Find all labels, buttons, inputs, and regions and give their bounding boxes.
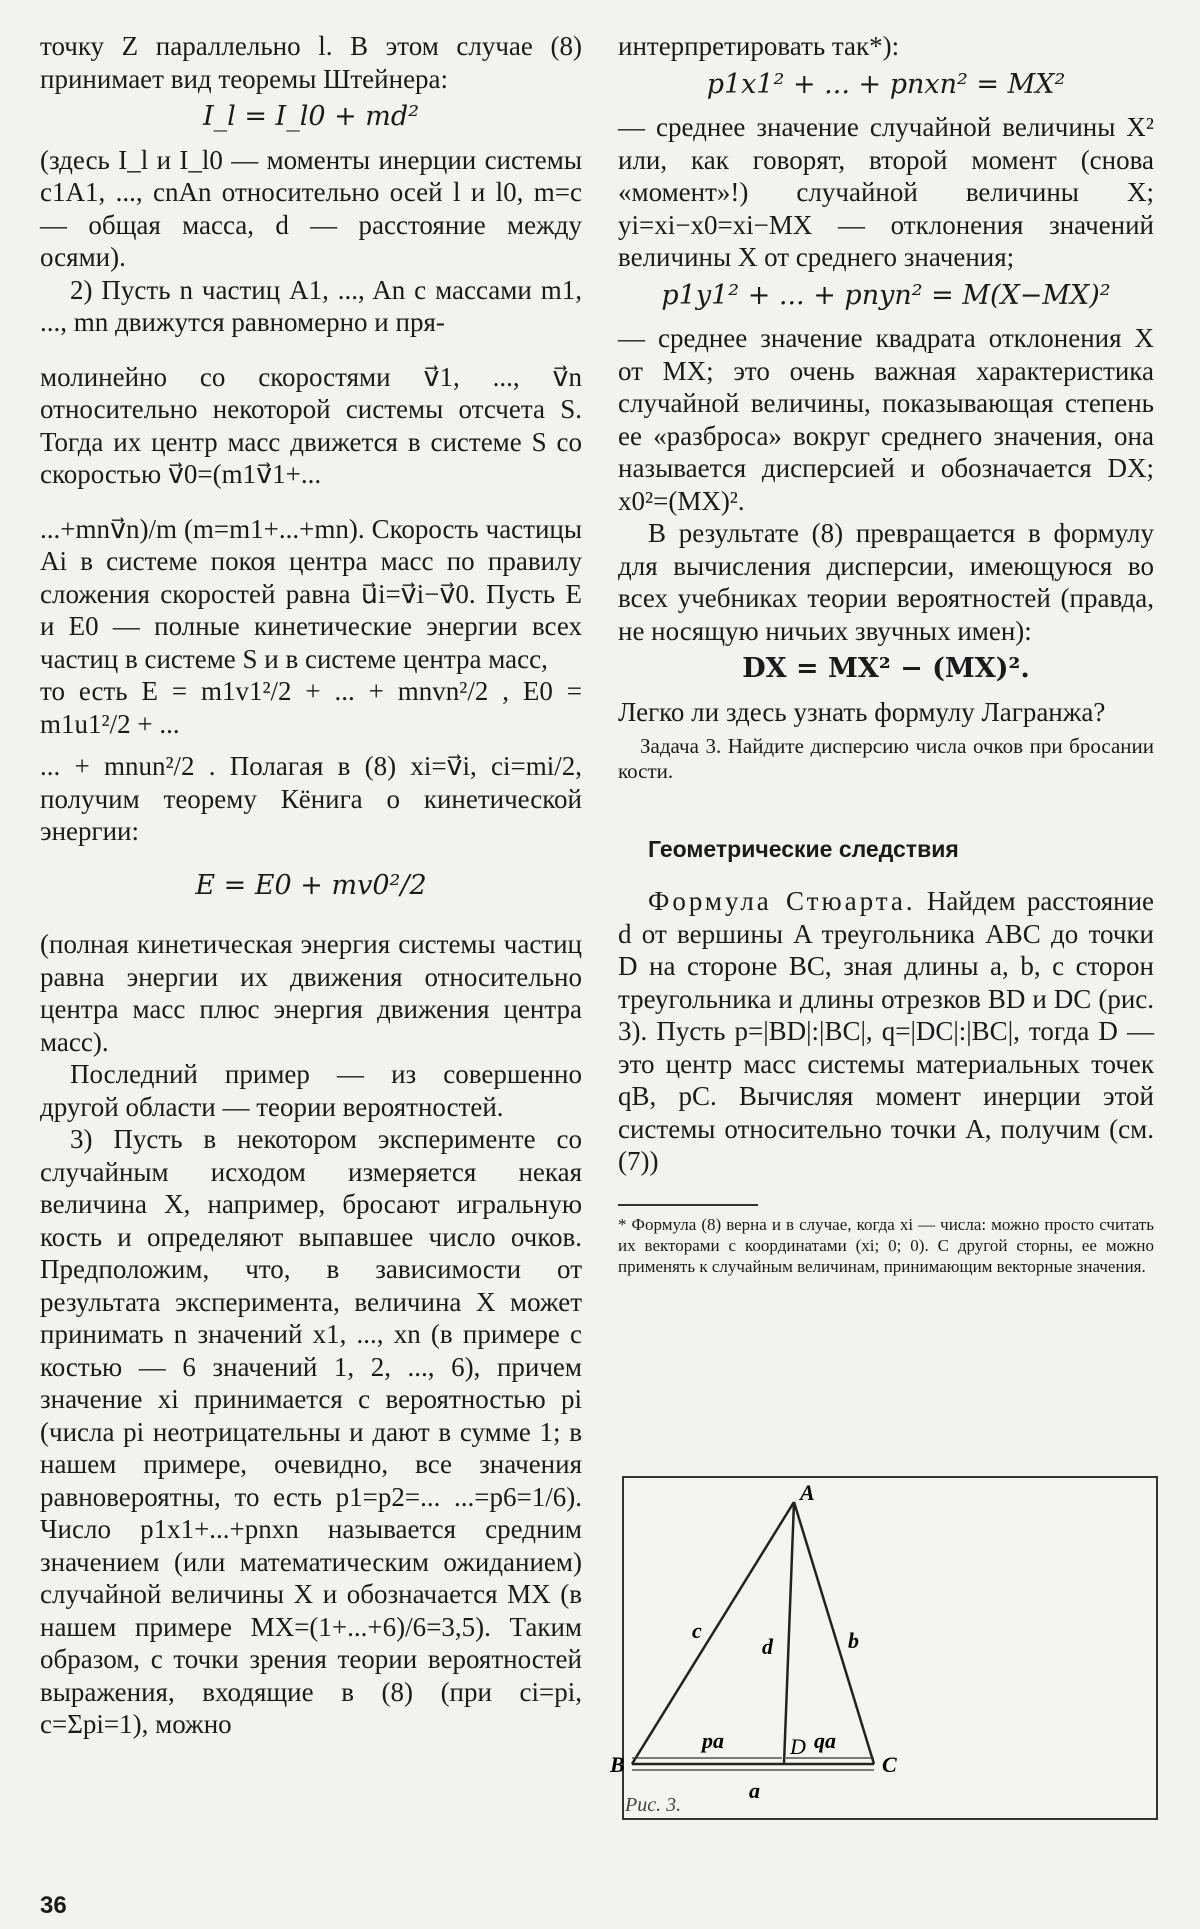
label-pa: pa	[702, 1728, 724, 1753]
footnote-rule	[618, 1204, 758, 1206]
label-b: b	[848, 1628, 859, 1653]
section-heading: Геометрические следствия	[648, 836, 959, 862]
label-B: B	[610, 1752, 625, 1777]
label-qa: qa	[814, 1728, 836, 1753]
paragraph: 2) Пусть n частиц A1, ..., An с массами m1, ..., mn движутся равномерно и пря-	[40, 274, 582, 337]
label-D: D	[790, 1734, 806, 1759]
paragraph-formula-energy: то есть E = m1v1²/2 + ... + mnvn²/2 , E0 = m1u1²/2 + ...	[40, 676, 582, 739]
label-C: C	[882, 1752, 897, 1777]
paragraph: (здесь I_l и I_l0 — моменты инерции системы c1A1, ..., cnAn относительно осей l и l0, m=c — общая масса, d — расстояние между осями).	[40, 144, 582, 272]
right-column	[618, 30, 1154, 1277]
side-c	[632, 1502, 794, 1764]
figure-3	[610, 1476, 1158, 1820]
stewart-text: Найдем расстояние d от вершины A треугольника ABC до точки D на стороне BC, зная длины a, b, c сторон треугольника и длины отрезков BD и DC (рис. 3). Пусть p=|BD|:|BC|, q=|DC|:|BC|, тогда D — это центр масс системы материальных точек qB, pC. Вычисляя момент инерции этой системы относительно точки A, получим (см. (7))	[618, 886, 1155, 1176]
paragraph: В результате (8) превращается в формулу для вычисления дисперсии, имеющуюся во всех учебниках теории вероятностей (правда, не носящую ничьих звучных имен):	[618, 518, 1154, 646]
label-d: d	[762, 1634, 773, 1659]
footnote: * Формула (8) верна и в случае, когда xi — числа: можно просто считать их векторами с координатами (xi; 0; 0). С другой сторны, ее можно применять к случайным величинам, принимающим векторные значения.	[618, 1214, 1154, 1276]
paragraph: Легко ли здесь узнать формулу Лагранжа?	[618, 696, 1106, 727]
task-3: Задача 3. Найдите дисперсию числа очков при бросании кости.	[618, 734, 1154, 783]
steiner-formula: I_l = I_l0 + md²	[202, 101, 420, 132]
stewart-lead: Формула Стюарта.	[648, 886, 916, 916]
paragraph: интерпретировать так*):	[618, 31, 900, 61]
second-moment-formula: p1x1² + ... + pnxn² = MX²	[706, 68, 1066, 100]
cevian-d	[784, 1502, 794, 1764]
paragraph: ... + mnun²/2 . Полагая в (8) xi=v⃗i, ci=mi/2, получим теорему Кёнига о кинетической энергии:	[40, 751, 582, 846]
label-a: a	[749, 1778, 760, 1803]
label-c: c	[692, 1618, 702, 1643]
side-b	[794, 1502, 874, 1764]
paragraph: 3) Пусть в некотором эксперименте со случайным исходом измеряется некая величина X, например, бросают игральную кость и определяют выпавшее число очков. Предположим, что, в зависимости от результата эксперимента, величина X может принимать n значений x1, ..., xn (в примере с костью — 6 значений 1, 2, ..., 6), причем значение xi принимается с вероятностью pi (числа pi неотрицательны и дают в сумме 1; в нашем примере, очевидно, все значения равновероятны, то есть p1=p2=... ...=p6=1/6). Число p1x1+...+pnxn называется средним значением (или математическим ожиданием) случайной величины X и обозначается MX (в нашем примере MX=(1+...+6)/6=3,5). Таким образом, с точки зрения теории вероятностей выражения, входящие в (8) (при ci=pi, c=Σpi=1), можно	[40, 1124, 582, 1739]
label-A: A	[800, 1480, 815, 1505]
paragraph: молинейно со скоростями v⃗1, ..., v⃗n относительно некоторой системы отсчета S. Тогда их центр масс движется в системе S со скоростью v⃗0=(m1v⃗1+...	[40, 361, 582, 489]
paragraph: (полная кинетическая энергия системы частиц равна энергии их движения относительно центра масс плюс энергия движения центра масс).	[40, 929, 582, 1057]
variance-formula: p1y1² + ... + pnyn² = M(X−MX)²	[661, 279, 1111, 311]
left-column	[40, 30, 582, 1741]
paragraph: ...+mnv⃗n)/m (m=m1+...+mn). Скорость частицы Ai в системе покоя центра масс по правилу сложения скоростей равна u⃗i=v⃗i−v⃗0. Пусть E и E0 — полные кинетические энергии всех частиц в системе S и в системе центра масс,	[40, 513, 582, 674]
paragraph: — среднее значение квадрата отклонения X от MX; это очень важная характеристика случайной величины, показывающая степень ее «разброса» вокруг среднего значения, она называется дисперсией и обозначается DX; x0²=(MX)².	[618, 323, 1154, 516]
triangle-diagram	[610, 1478, 1156, 1818]
dx-formula: DX = MX² − (MX)².	[742, 653, 1030, 684]
konig-formula: E = E0 + mv0²/2	[195, 869, 427, 901]
paragraph-stewart	[618, 885, 1154, 1178]
paragraph: Последний пример — из совершенно другой области — теории вероятностей.	[40, 1059, 582, 1122]
figure-caption: Рис. 3.	[625, 1794, 682, 1816]
page-number: 36	[40, 1892, 67, 1919]
paragraph: — среднее значение случайной величины X² или, как говорят, второй момент (снова «момент»!) случайной величины X; yi=xi−x0=xi−MX — отклонения значений величины X от среднего значения;	[618, 112, 1154, 272]
paragraph: точку Z параллельно l. В этом случае (8) принимает вид теоремы Штейнера:	[40, 31, 582, 94]
